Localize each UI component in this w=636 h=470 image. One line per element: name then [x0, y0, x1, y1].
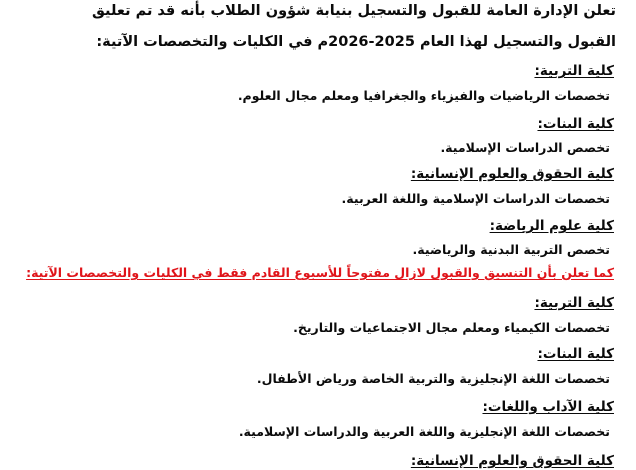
open-admission-notice: كما تعلن بأن التنسيق والقبول لازال مفتوحاً للأسبوع القادم فقط في الكليات والتخصصات الآتية: — [26, 265, 614, 280]
college-specializations: تخصصات الرياضيات والفيزياء والجغرافيا ومعلم مجال العلوم. — [237, 88, 610, 103]
college-heading: كلية علوم الرياضة: — [489, 218, 614, 234]
college-specializations: تخصصات اللغة الإنجليزية والتربية الخاصة ورياض الأطفال. — [256, 371, 610, 386]
college-specializations: تخصصات اللغة الإنجليزية واللغة العربية والدراسات الإسلامية. — [238, 424, 610, 439]
college-specializations: تخصص الدراسات الإسلامية. — [440, 140, 610, 155]
college-heading: كلية الحقوق والعلوم الإنسانية: — [410, 453, 614, 469]
college-specializations: تخصص التربية البدنية والرياضية. — [412, 242, 610, 257]
college-heading: كلية البنات: — [537, 116, 614, 132]
college-specializations: تخصصات الدراسات الإسلامية واللغة العربية. — [341, 191, 610, 206]
college-specializations: تخصصات الكيمياء ومعلم مجال الاجتماعيات والتاريخ. — [293, 320, 610, 335]
college-heading: كلية الآداب واللغات: — [482, 399, 614, 415]
intro-line-1: تعلن الإدارة العامة للقبول والتسجيل بنيابة شؤون الطلاب بأنه قد تم تعليق — [91, 3, 616, 19]
intro-line-2: القبول والتسجيل لهذا العام 2025-2026م في الكليات والتخصصات الآتية: — [96, 34, 616, 50]
college-heading: كلية التربية: — [534, 295, 614, 311]
college-heading: كلية الحقوق والعلوم الإنسانية: — [410, 166, 614, 182]
college-heading: كلية البنات: — [537, 346, 614, 362]
college-heading: كلية التربية: — [534, 63, 614, 79]
